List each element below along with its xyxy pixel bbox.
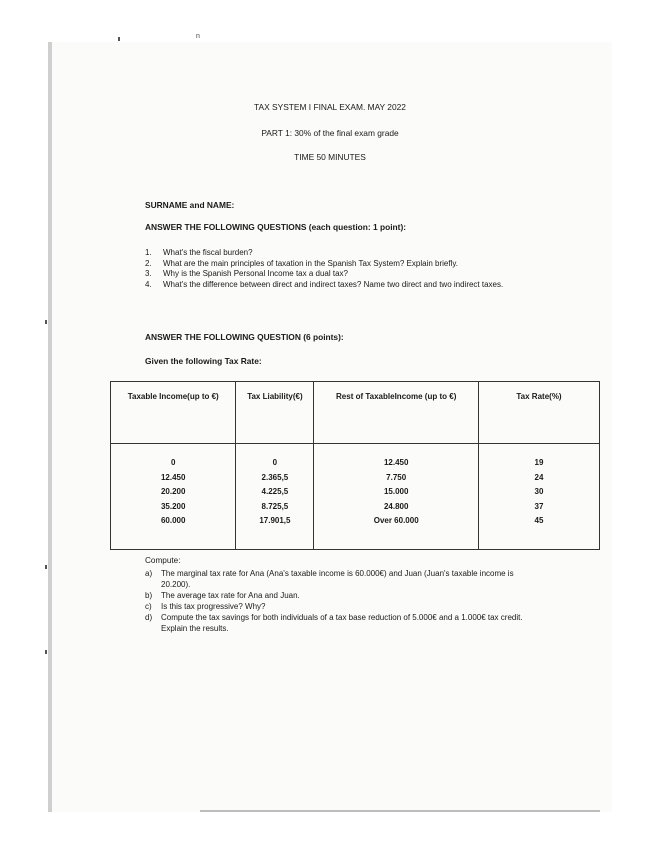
list-item: 1. What's the fiscal burden? bbox=[145, 248, 253, 257]
scan-mark bbox=[118, 37, 120, 41]
taxable-income-cell: 0 12.450 20.200 35.200 60.000 bbox=[111, 444, 236, 550]
list-item: 2. What are the main principles of taxation in the Spanish Tax System? Explain briefly. bbox=[145, 258, 458, 268]
scan-mark-text: n bbox=[196, 33, 200, 40]
col-tax-liability: Tax Liability(€) bbox=[236, 382, 314, 444]
table-header-row bbox=[111, 382, 600, 444]
scan-mark bbox=[45, 565, 47, 569]
section1-heading: ANSWER THE FOLLOWING QUESTIONS (each question: 1 point): bbox=[145, 222, 407, 232]
col-rest-income: Rest of TaxableIncome (up to €) bbox=[314, 382, 479, 444]
list-item: d) Compute the tax savings for both individuals of a tax base reduction of 5.000€ and a 1.000€ tax credit. Explain the results. bbox=[145, 613, 523, 633]
section2-heading: ANSWER THE FOLLOWING QUESTION (6 points): bbox=[145, 332, 344, 342]
rest-income-cell: 12.450 7.750 15.000 24.800 Over 60.000 bbox=[314, 444, 479, 550]
list-item: 3. Why is the Spanish Personal Income tax a dual tax? bbox=[145, 269, 348, 278]
list-item: a) The marginal tax rate for Ana (Ana's taxable income is 60.000€) and Juan (Juan's taxable income is 20.200). bbox=[145, 569, 514, 589]
exam-title: TAX SYSTEM I FINAL EXAM. MAY 2022 bbox=[254, 102, 406, 112]
col-taxable-income: Taxable Income(up to €) bbox=[111, 382, 236, 444]
list-item: 4. What's the difference between direct and indirect taxes? Name two direct and two indirect taxes. bbox=[145, 279, 504, 289]
compute-list bbox=[145, 568, 545, 634]
tax-rate-cell: 19 24 30 37 45 bbox=[479, 444, 600, 550]
tax-liability-cell: 0 2.365,5 4.225,5 8.725,5 17.901,5 bbox=[236, 444, 314, 550]
exam-time: TIME 50 MINUTES bbox=[294, 152, 366, 162]
list-item: b) The average tax rate for Ana and Juan. bbox=[145, 591, 300, 600]
scan-mark bbox=[45, 650, 47, 654]
exam-part: PART 1: 30% of the final exam grade bbox=[261, 128, 399, 138]
scan-mark bbox=[45, 320, 47, 324]
paper-edge bbox=[200, 810, 600, 812]
tax-rate-table bbox=[110, 381, 600, 550]
surname-label: SURNAME and NAME: bbox=[145, 200, 235, 210]
table-intro: Given the following Tax Rate: bbox=[145, 356, 262, 366]
list-item: c) Is this tax progressive? Why? bbox=[145, 602, 266, 611]
compute-label: Compute: bbox=[145, 556, 181, 565]
col-tax-rate: Tax Rate(%) bbox=[479, 382, 600, 444]
table-row bbox=[111, 444, 600, 550]
question-list bbox=[145, 248, 545, 290]
